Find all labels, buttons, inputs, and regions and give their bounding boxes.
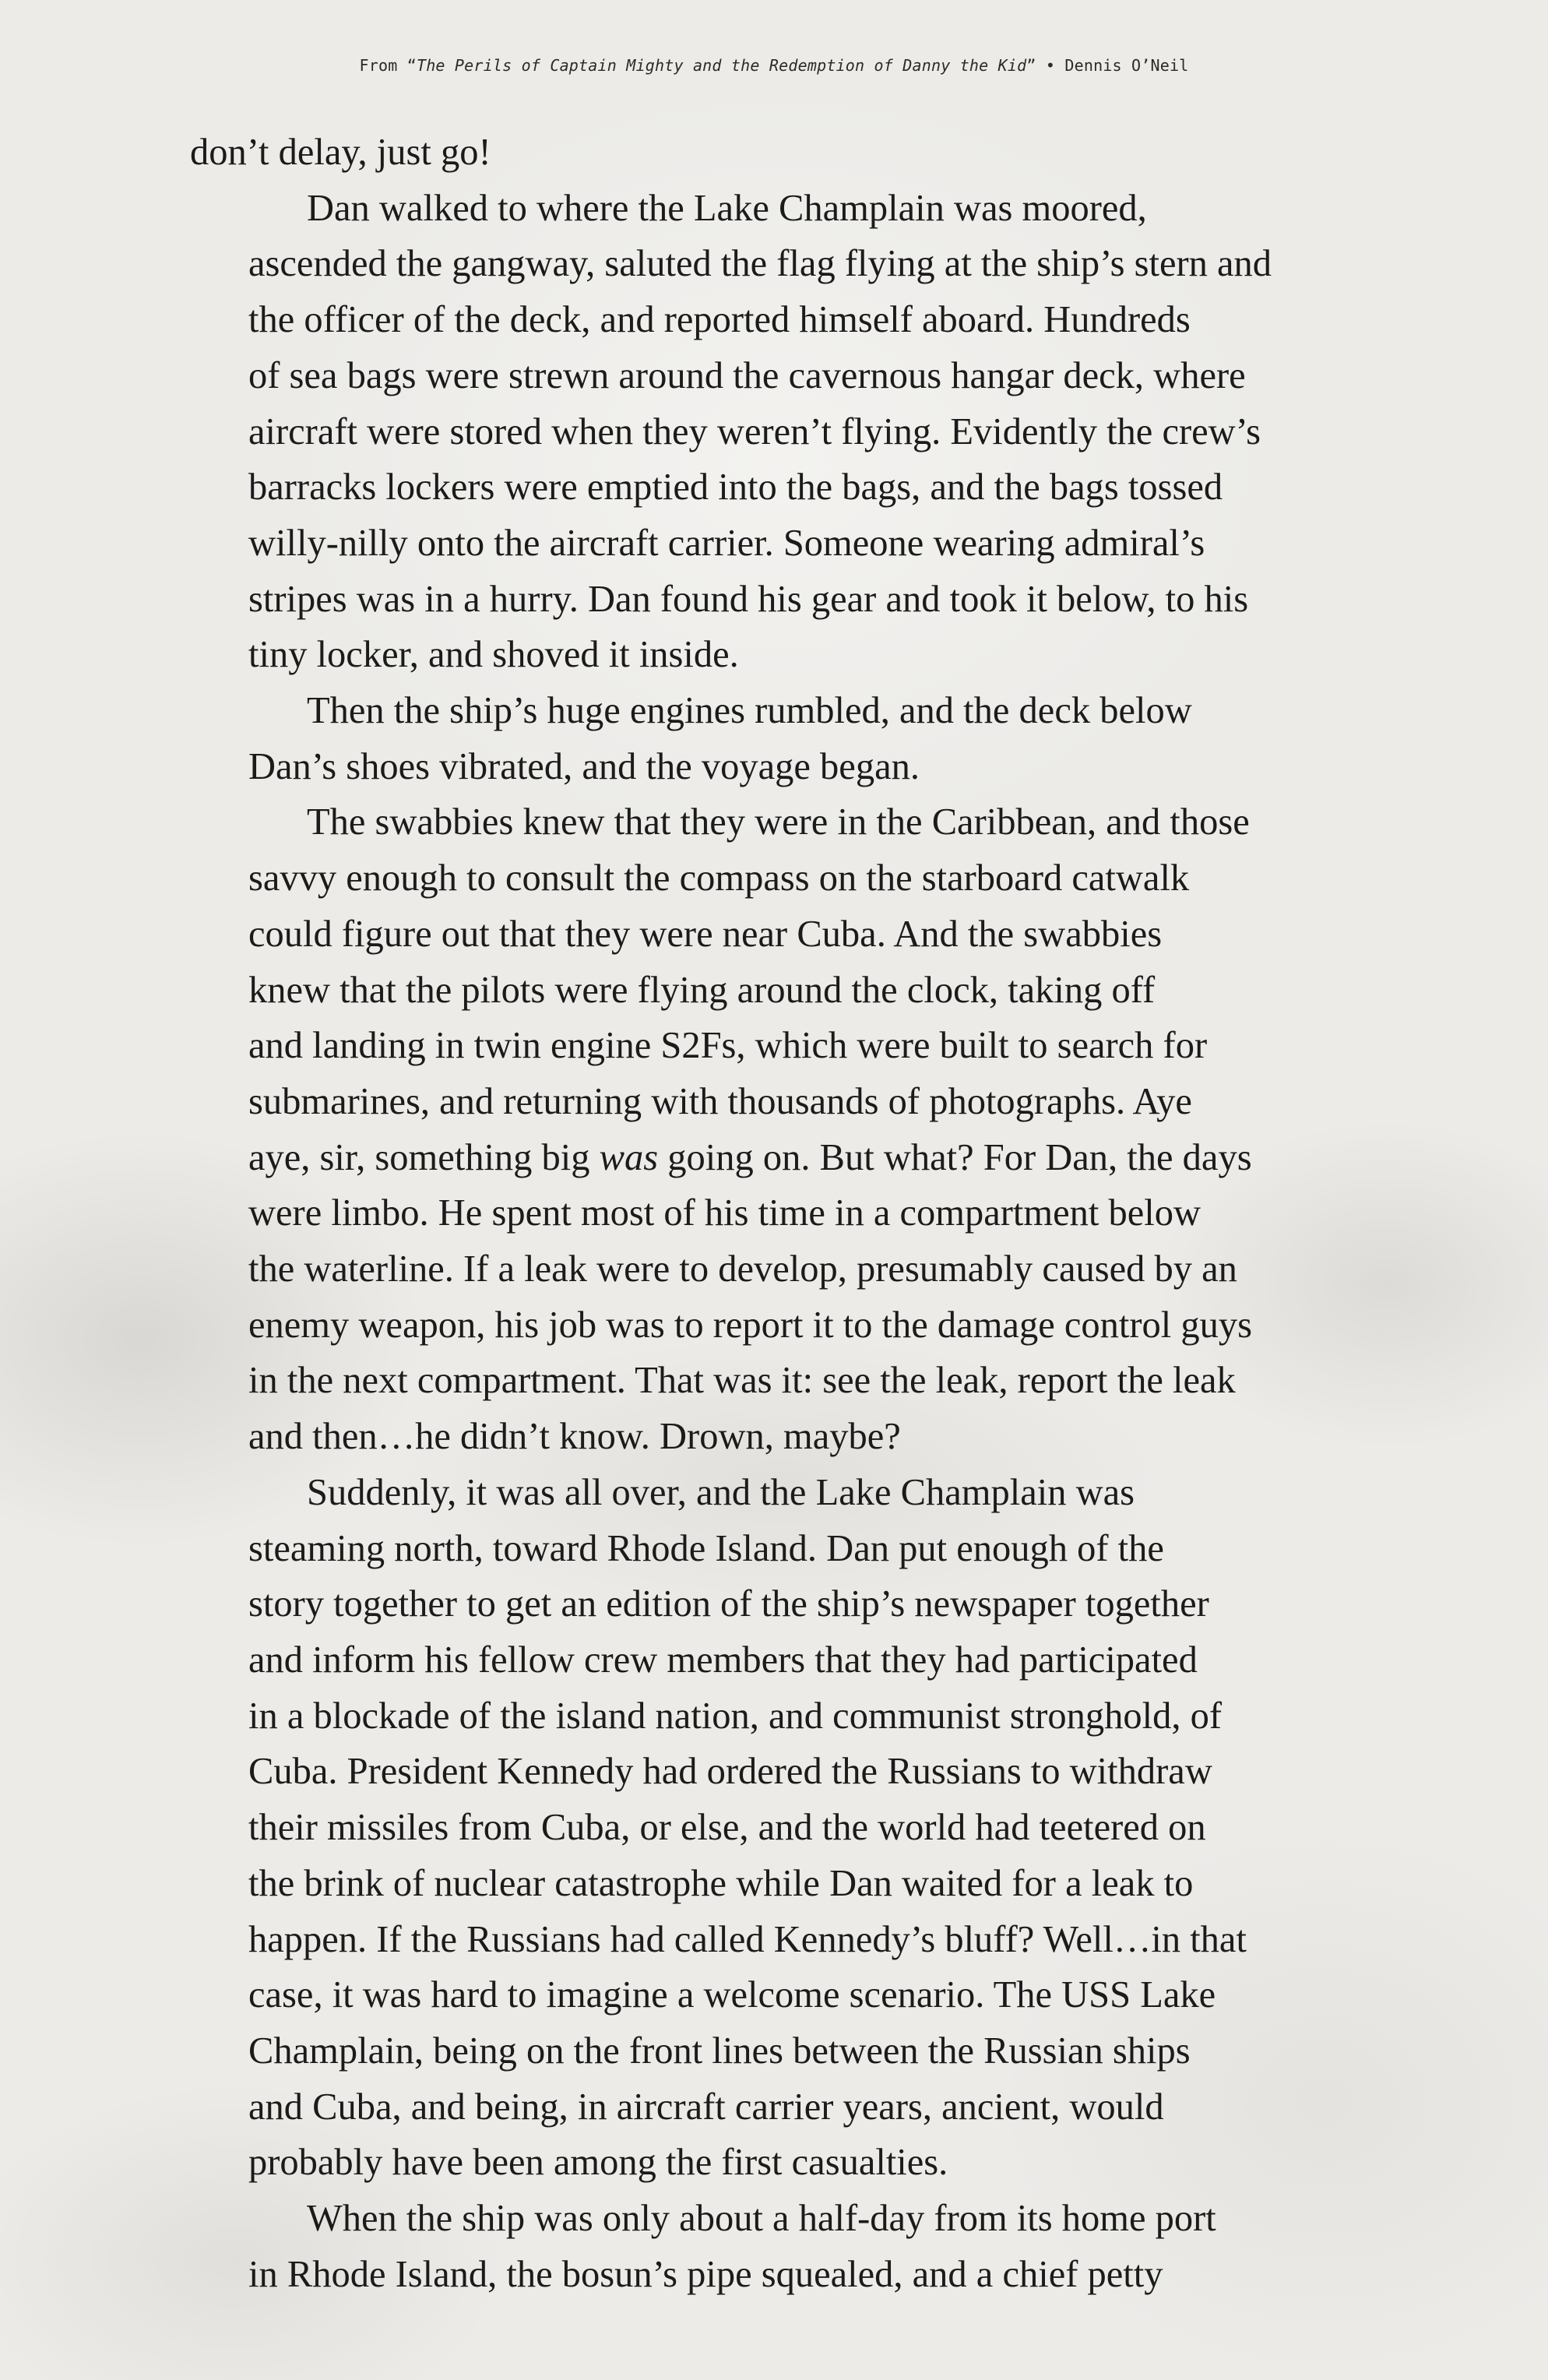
text-line: the waterline. If a leak were to develop, presumably caused by an [248, 1248, 1237, 1290]
emphasized-word: was [599, 1136, 659, 1178]
text-line: enemy weapon, his job was to report it to the damage control guys [248, 1304, 1252, 1346]
text-line: aircraft were stored when they weren’t flying. Evidently the crew’s [248, 410, 1261, 452]
text-line: The swabbies knew that they were in the Caribbean, and those [307, 801, 1250, 843]
text-line: submarines, and returning with thousands of photographs. Aye [248, 1080, 1192, 1122]
text-line: the officer of the deck, and reported himself aboard. Hundreds [248, 299, 1191, 341]
header-author: ” • Dennis O’Neil [1026, 56, 1189, 75]
text-run: going on. But what? For Dan, the days [658, 1136, 1252, 1178]
text-line: and Cuba, and being, in aircraft carrier years, ancient, would [248, 2086, 1164, 2128]
text-line: don’t delay, just go! [190, 132, 491, 173]
text-line: steaming north, toward Rhode Island. Dan put enough of the [248, 1527, 1164, 1569]
text-line: Champlain, being on the front lines between the Russian ships [248, 2030, 1191, 2072]
text-line: the brink of nuclear catastrophe while Dan waited for a leak to [248, 1862, 1194, 1904]
text-line: happen. If the Russians had called Kennedy’s bluff? Well…in that [248, 1918, 1247, 1960]
text-line: ascended the gangway, saluted the flag flying at the ship’s stern and [248, 243, 1272, 285]
text-line: When the ship was only about a half-day from its home port [307, 2198, 1216, 2240]
text-line: Suddenly, it was all over, and the Lake Champlain was [307, 1471, 1135, 1513]
text-line: of sea bags were strewn around the cavernous hangar deck, where [248, 354, 1246, 396]
header-prefix: From “ [359, 56, 417, 75]
text-line: and inform his fellow crew members that they had participated [248, 1639, 1198, 1681]
text-line: could figure out that they were near Cuba. And the swabbies [248, 913, 1163, 955]
text-line: willy-nilly onto the aircraft carrier. Someone wearing admiral’s [248, 522, 1205, 564]
text-line: in a blockade of the island nation, and communist stronghold, of [248, 1695, 1222, 1737]
paragraph [190, 1465, 1405, 2191]
text-line: and then…he didn’t know. Drown, maybe? [248, 1416, 901, 1458]
text-line-with-emphasis [190, 1130, 1405, 1186]
running-header [0, 56, 1548, 75]
text-line: stripes was in a hurry. Dan found his gear and took it below, to his [248, 578, 1249, 620]
paragraph [190, 794, 1405, 1464]
paragraph-continued [190, 125, 1405, 181]
text-line: were limbo. He spent most of his time in a compartment below [248, 1192, 1201, 1234]
paragraph [190, 683, 1405, 794]
paragraph [190, 2191, 1405, 2302]
text-line: Cuba. President Kennedy had ordered the Russians to withdraw [248, 1751, 1212, 1793]
text-line: their missiles from Cuba, or else, and the world had teetered on [248, 1807, 1206, 1849]
text-line: savvy enough to consult the compass on the starboard catwalk [248, 857, 1190, 900]
text-line: in Rhode Island, the bosun’s pipe squealed, and a chief petty [248, 2253, 1163, 2295]
text-line: and landing in twin engine S2Fs, which were built to search for [248, 1025, 1208, 1067]
text-line: Then the ship’s huge engines rumbled, and the deck below [307, 690, 1192, 732]
text-line: Dan’s shoes vibrated, and the voyage began. [248, 745, 920, 787]
text-line: in the next compartment. That was it: see the leak, report the leak [248, 1360, 1236, 1402]
text-line: story together to get an edition of the ship’s newspaper together [248, 1583, 1209, 1625]
page-body-text [190, 125, 1405, 2302]
text-run: aye, sir, something big [248, 1136, 600, 1178]
text-line: knew that the pilots were flying around the clock, taking off [248, 969, 1156, 1011]
text-line: case, it was hard to imagine a welcome scenario. The USS Lake [248, 1974, 1216, 2016]
paragraph [190, 181, 1405, 683]
text-line: tiny locker, and shoved it inside. [248, 634, 739, 676]
text-line: Dan walked to where the Lake Champlain was moored, [307, 187, 1147, 229]
header-book-title: The Perils of Captain Mighty and the Redemption of Danny the Kid [416, 56, 1027, 75]
text-line: probably have been among the first casualties. [248, 2142, 948, 2184]
text-line: barracks lockers were emptied into the bags, and the bags tossed [248, 466, 1223, 509]
